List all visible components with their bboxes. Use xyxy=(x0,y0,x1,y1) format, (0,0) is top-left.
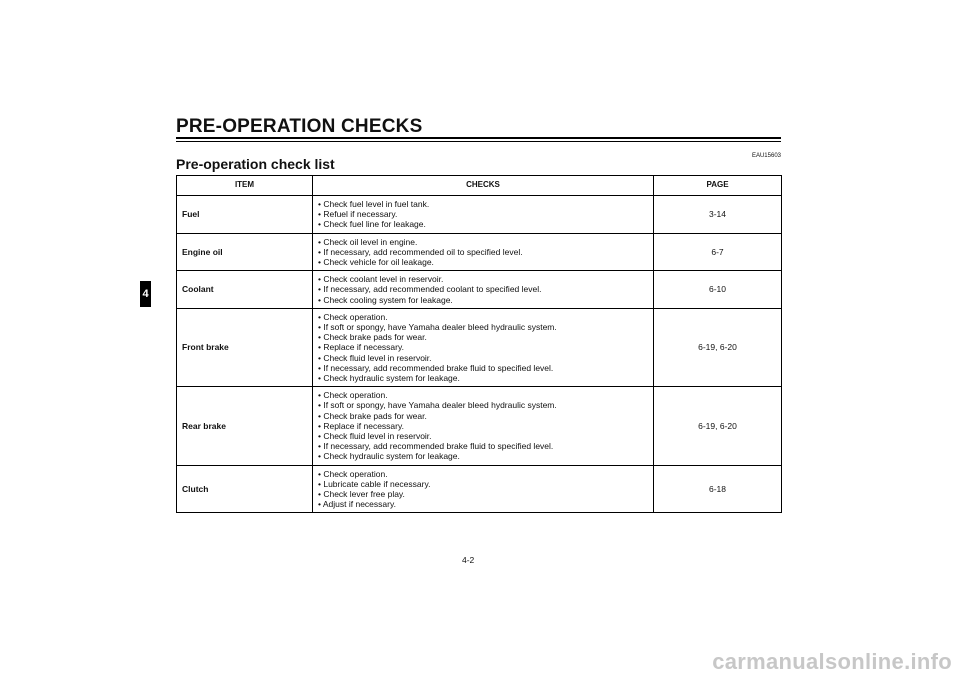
check-text: Check fluid level in reservoir. xyxy=(323,352,432,363)
page-ref-cell: 6-19, 6-20 xyxy=(654,387,782,465)
check-bullet xyxy=(318,353,648,363)
check-bullet xyxy=(318,431,648,441)
item-cell: Front brake xyxy=(177,308,313,386)
bullet-icon: • xyxy=(318,441,324,452)
bullet-icon: • xyxy=(318,199,324,209)
check-bullet xyxy=(318,441,648,451)
check-text: If necessary, add recommended oil to specified level. xyxy=(323,246,523,257)
bullet-icon: • xyxy=(318,257,324,268)
item-cell: Clutch xyxy=(177,465,313,513)
check-bullet xyxy=(318,479,648,489)
check-text: Check oil level in engine. xyxy=(323,236,418,247)
check-text: Check operation. xyxy=(323,311,388,322)
check-text: Check fuel level in fuel tank. xyxy=(323,199,430,209)
check-bullet xyxy=(318,373,648,383)
check-text: If necessary, add recommended coolant to specified level. xyxy=(323,284,542,295)
checks-cell xyxy=(313,387,654,465)
column-header-page: PAGE xyxy=(654,176,782,196)
check-text: Refuel if necessary. xyxy=(323,209,398,220)
bullet-icon: • xyxy=(318,420,324,431)
check-text: Check hydraulic system for leakage. xyxy=(323,451,460,462)
check-bullet xyxy=(318,421,648,431)
check-bullet xyxy=(318,312,648,322)
check-bullet xyxy=(318,363,648,373)
header-rule xyxy=(176,137,781,139)
page-number: 4-2 xyxy=(462,555,475,565)
check-text: Check brake pads for wear. xyxy=(323,332,427,343)
check-bullet xyxy=(318,499,648,509)
table-body xyxy=(177,196,782,513)
header-rule-thin xyxy=(176,141,781,142)
check-text: Lubricate cable if necessary. xyxy=(323,478,431,489)
table-row xyxy=(177,387,782,465)
table-row xyxy=(177,308,782,386)
check-bullet xyxy=(318,400,648,410)
bullet-icon: • xyxy=(318,362,324,373)
bullet-icon: • xyxy=(318,209,324,220)
table-row xyxy=(177,196,782,234)
page-header-title: PRE-OPERATION CHECKS xyxy=(176,116,423,137)
column-header-item: ITEM xyxy=(177,176,313,196)
check-text: If necessary, add recommended brake fluid to specified level. xyxy=(323,362,554,373)
bullet-icon: • xyxy=(318,468,324,479)
page-ref-cell: 6-18 xyxy=(654,465,782,513)
bullet-icon: • xyxy=(318,499,323,510)
check-bullet xyxy=(318,247,648,257)
bullet-icon: • xyxy=(318,274,324,285)
page-ref-cell: 3-14 xyxy=(654,196,782,234)
check-bullet xyxy=(318,237,648,247)
check-text: Check hydraulic system for leakage. xyxy=(323,373,460,384)
check-bullet xyxy=(318,411,648,421)
check-text: Replace if necessary. xyxy=(323,342,404,353)
check-bullet xyxy=(318,451,648,461)
check-bullet xyxy=(318,284,648,294)
check-list-table xyxy=(176,175,782,513)
check-bullet xyxy=(318,489,648,499)
bullet-icon: • xyxy=(318,478,324,489)
check-bullet xyxy=(318,219,648,229)
bullet-icon: • xyxy=(318,311,324,322)
page-ref-cell: 6-19, 6-20 xyxy=(654,308,782,386)
item-cell: Coolant xyxy=(177,271,313,309)
bullet-icon: • xyxy=(318,332,324,343)
watermark: carmanualsonline.info xyxy=(712,649,952,674)
check-text: Check operation. xyxy=(323,468,388,479)
checks-cell xyxy=(313,196,654,234)
checks-cell xyxy=(313,233,654,271)
checks-cell xyxy=(313,465,654,513)
table-row xyxy=(177,271,782,309)
item-cell: Rear brake xyxy=(177,387,313,465)
check-text: If soft or spongy, have Yamaha dealer bleed hydraulic system. xyxy=(323,322,557,333)
checks-cell xyxy=(313,271,654,309)
check-bullet xyxy=(318,342,648,352)
check-text: Check lever free play. xyxy=(323,489,405,500)
check-text: Adjust if necessary. xyxy=(322,499,396,510)
bullet-icon: • xyxy=(318,219,324,230)
bullet-icon: • xyxy=(318,431,324,442)
page-ref-cell: 6-7 xyxy=(654,233,782,271)
check-text: If necessary, add recommended brake fluid to specified level. xyxy=(323,441,554,452)
table-header-row xyxy=(177,176,782,196)
check-text: Check cooling system for leakage. xyxy=(323,294,453,305)
check-bullet xyxy=(318,274,648,284)
column-header-checks: CHECKS xyxy=(313,176,654,196)
bullet-icon: • xyxy=(318,236,324,247)
bullet-icon: • xyxy=(318,246,324,257)
check-bullet xyxy=(318,257,648,267)
document-code: EAU15603 xyxy=(751,153,781,159)
bullet-icon: • xyxy=(318,489,324,500)
checks-cell xyxy=(313,308,654,386)
bullet-icon: • xyxy=(318,410,324,421)
item-cell: Engine oil xyxy=(177,233,313,271)
page-ref-cell: 6-10 xyxy=(654,271,782,309)
bullet-icon: • xyxy=(318,373,324,384)
table-row xyxy=(177,465,782,513)
item-cell: Fuel xyxy=(177,196,313,234)
check-text: Check coolant level in reservoir. xyxy=(323,274,444,285)
section-title: Pre-operation check list xyxy=(176,156,335,172)
check-text: Check fuel line for leakage. xyxy=(323,219,426,230)
bullet-icon: • xyxy=(318,352,324,363)
check-text: Replace if necessary. xyxy=(323,420,404,431)
bullet-icon: • xyxy=(318,284,324,295)
check-text: Check fluid level in reservoir. xyxy=(323,431,432,442)
bullet-icon: • xyxy=(318,322,324,333)
bullet-icon: • xyxy=(318,342,324,353)
check-bullet xyxy=(318,295,648,305)
bullet-icon: • xyxy=(318,451,324,462)
check-text: Check operation. xyxy=(323,390,388,401)
check-text: Check brake pads for wear. xyxy=(323,410,427,421)
check-text: If soft or spongy, have Yamaha dealer bleed hydraulic system. xyxy=(323,400,557,411)
check-bullet xyxy=(318,199,648,209)
check-bullet xyxy=(318,390,648,400)
check-bullet xyxy=(318,209,648,219)
bullet-icon: • xyxy=(318,400,324,411)
chapter-tab: 4 xyxy=(140,281,151,307)
bullet-icon: • xyxy=(318,390,324,401)
check-bullet xyxy=(318,332,648,342)
check-text: Check vehicle for oil leakage. xyxy=(323,257,434,268)
check-bullet xyxy=(318,469,648,479)
check-bullet xyxy=(318,322,648,332)
table-row xyxy=(177,233,782,271)
bullet-icon: • xyxy=(318,294,324,305)
